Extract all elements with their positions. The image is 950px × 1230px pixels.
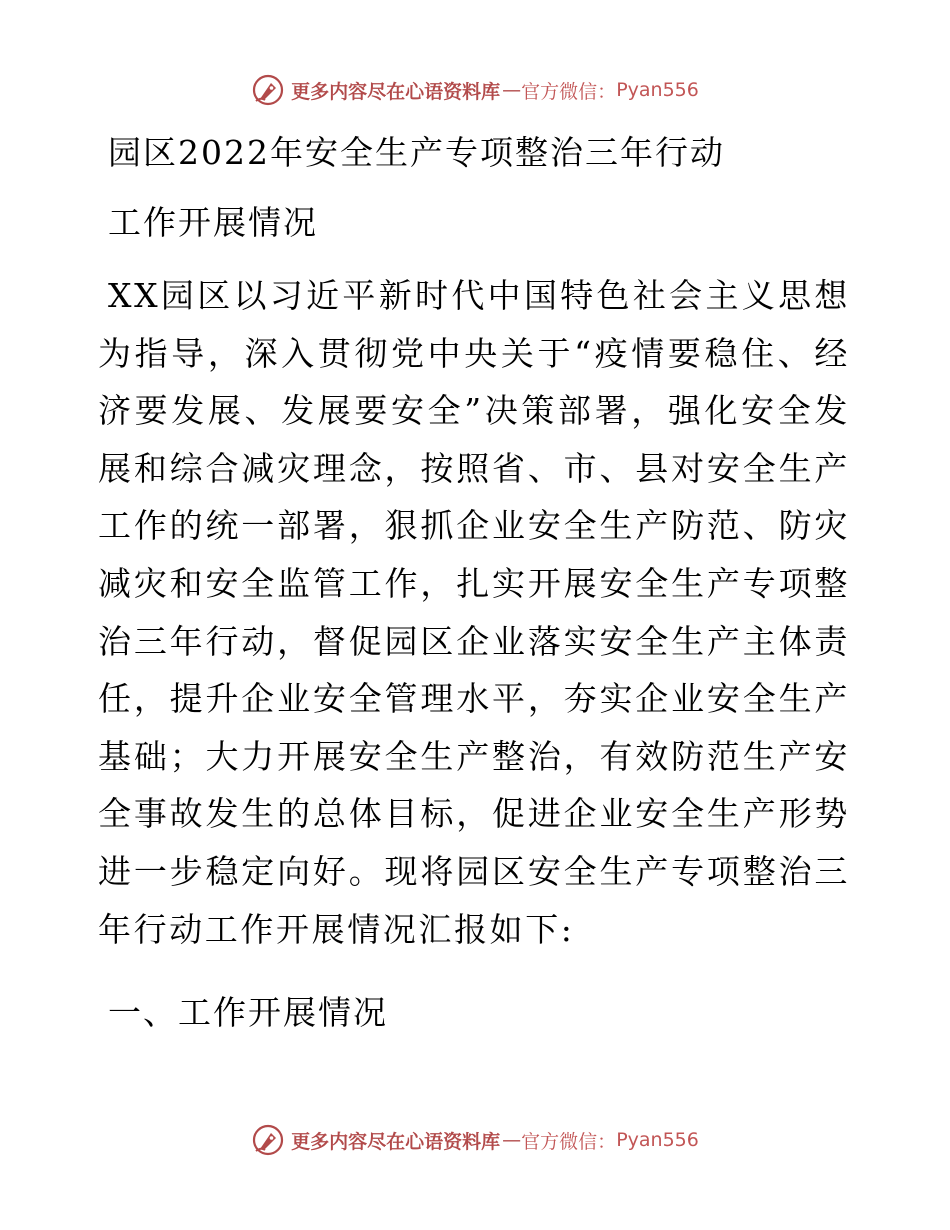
watermark-wechat-label: 官方微信： (521, 1130, 617, 1153)
watermark-dash: — (502, 1129, 520, 1151)
watermark-wechat-label: 官方微信： (521, 80, 617, 103)
body-paragraph: XX园区以习近平新时代中国特色社会主义思想为指导，深入贯彻党中央关于“疫情要稳住、经济要发展、发展要安全”决策部署，强化安全发展和综合减灾理念，按照省、市、县对安全生产工作的统一部署，狠抓企业安全生产防范、防灾减灾和安全监管工作，扎实开展安全生产专项整治三年行动，督促园区企业落实安全生产主体责任，提升企业安全管理水平，夯实企业安全生产基础；大力开展安全生产整治，有效防范生产安全事故发生的总体目标，促进企业安全生产形势进一步稳定向好。现将园区安全生产专项整治三年行动工作开展情况汇报如下: (98, 276, 850, 949)
watermark-dash: — (502, 79, 520, 101)
header-watermark (0, 70, 950, 110)
footer-watermark (0, 1120, 950, 1160)
watermark-wechat-id: Pyan556 (616, 79, 699, 101)
watermark-site-text: 更多内容尽在心语资料库 (291, 1130, 501, 1153)
document-title-line-2: 工作开展情况 (108, 203, 318, 242)
section-heading: 一、工作开展情况 (108, 993, 388, 1032)
document-title-line-1: 园区2022年安全生产专项整治三年行动 (108, 133, 725, 172)
watermark-site-text: 更多内容尽在心语资料库 (291, 80, 501, 103)
watermark-wechat-id: Pyan556 (616, 1129, 699, 1151)
pen-nib-icon (251, 1123, 285, 1157)
pen-nib-icon (251, 73, 285, 107)
